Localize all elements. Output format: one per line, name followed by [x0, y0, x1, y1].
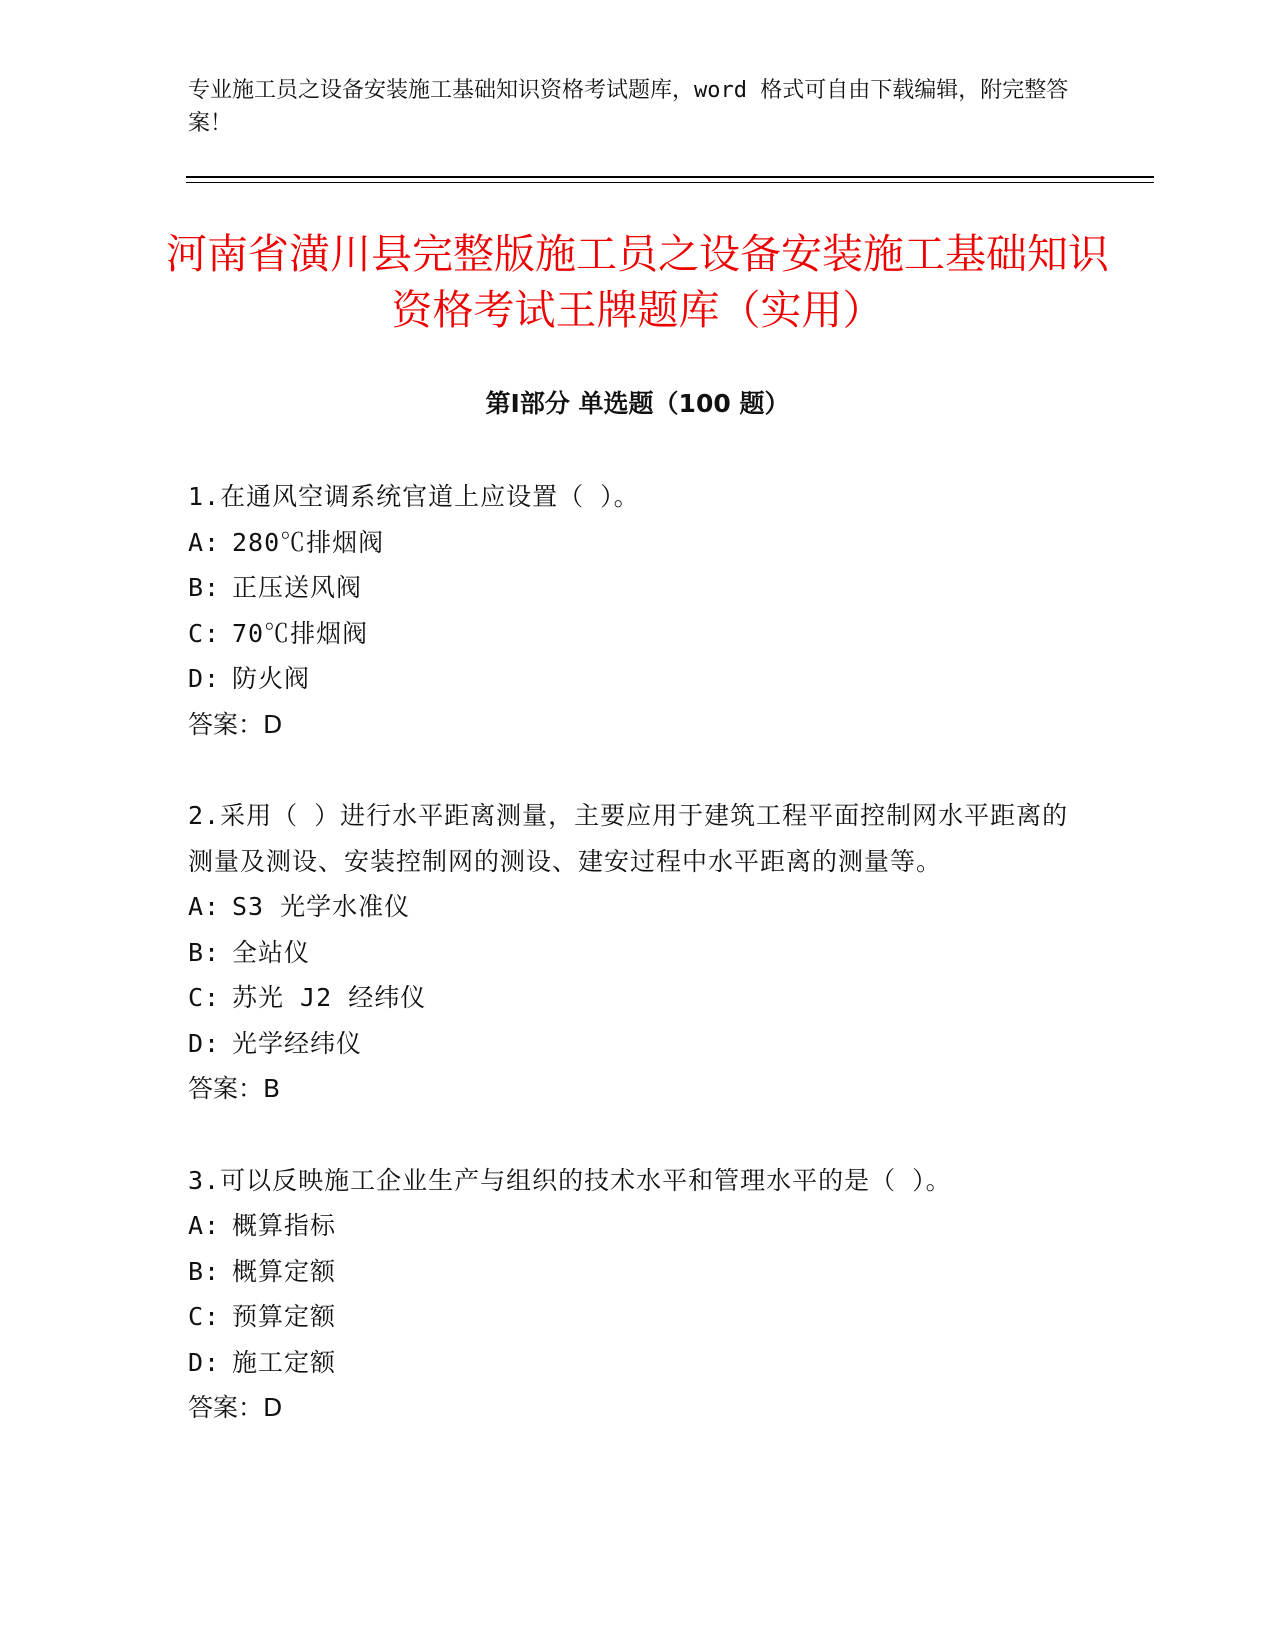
header-note: 专业施工员之设备安装施工基础知识资格考试题库，word 格式可自由下载编辑，附完整答案！: [188, 78, 1069, 136]
option-key: C:: [188, 618, 221, 648]
option-b: [188, 565, 1088, 611]
header-divider-thin: [186, 182, 1154, 183]
option-text: 概算定额: [232, 1256, 337, 1286]
answer: 答案：D: [188, 1393, 283, 1422]
option-text: 概算指标: [232, 1211, 337, 1240]
option-a: [188, 1203, 1088, 1249]
option-key: C:: [188, 1302, 221, 1331]
question-1: [188, 474, 1088, 747]
header-divider-thick: [186, 176, 1154, 178]
option-text: 施工定额: [232, 1347, 337, 1377]
option-text: 苏光 J2 经纬仪: [232, 983, 427, 1012]
option-a: [188, 520, 1088, 566]
answer: 答案：B: [188, 1074, 281, 1103]
question-list: [188, 474, 1088, 1477]
option-text: 光学经纬仪: [232, 1028, 363, 1058]
question-text: 2.采用（ ）进行水平距离测量，主要应用于建筑工程平面控制网水平距离的测量及测设、安装控制网的测设、建安过程中水平距离的测量等。: [188, 801, 1069, 876]
option-text: 全站仪: [232, 937, 311, 967]
option-b: [188, 930, 1088, 976]
option-text: S3 光学水准仪: [232, 892, 411, 921]
question-3: [188, 1158, 1088, 1431]
option-key: B:: [188, 1256, 221, 1286]
answer: 答案：D: [188, 709, 283, 739]
option-key: A:: [188, 892, 221, 921]
option-b: [188, 1249, 1088, 1295]
option-d: [188, 1340, 1088, 1386]
option-key: D:: [188, 1347, 221, 1377]
option-text: 预算定额: [232, 1302, 337, 1331]
option-c: [188, 975, 1088, 1021]
question-text: 3.可以反映施工企业生产与组织的技术水平和管理水平的是（ ）。: [188, 1165, 952, 1195]
option-text: 正压送风阀: [232, 573, 363, 602]
option-d: [188, 656, 1088, 702]
option-key: A:: [188, 527, 221, 557]
option-text: 70℃排烟阀: [232, 618, 369, 648]
option-key: C:: [188, 983, 221, 1012]
option-key: D:: [188, 1028, 221, 1058]
question-text: 1.在通风空调系统官道上应设置（ ）。: [188, 482, 640, 511]
option-c: [188, 1294, 1088, 1340]
option-key: B:: [188, 573, 221, 602]
option-text: 防火阀: [232, 664, 311, 693]
option-key: A:: [188, 1211, 221, 1240]
section-title: 第Ⅰ部分 单选题（100 题）: [485, 389, 790, 418]
option-key: B:: [188, 937, 221, 967]
option-a: [188, 884, 1088, 930]
option-key: D:: [188, 664, 221, 693]
option-c: [188, 611, 1088, 657]
document-title: 河南省潢川县完整版施工员之设备安装施工基础知识资格考试王牌题库（实用）: [166, 230, 1109, 334]
option-text: 280℃排烟阀: [232, 527, 385, 557]
option-d: [188, 1021, 1088, 1067]
question-2: [188, 793, 1088, 1112]
